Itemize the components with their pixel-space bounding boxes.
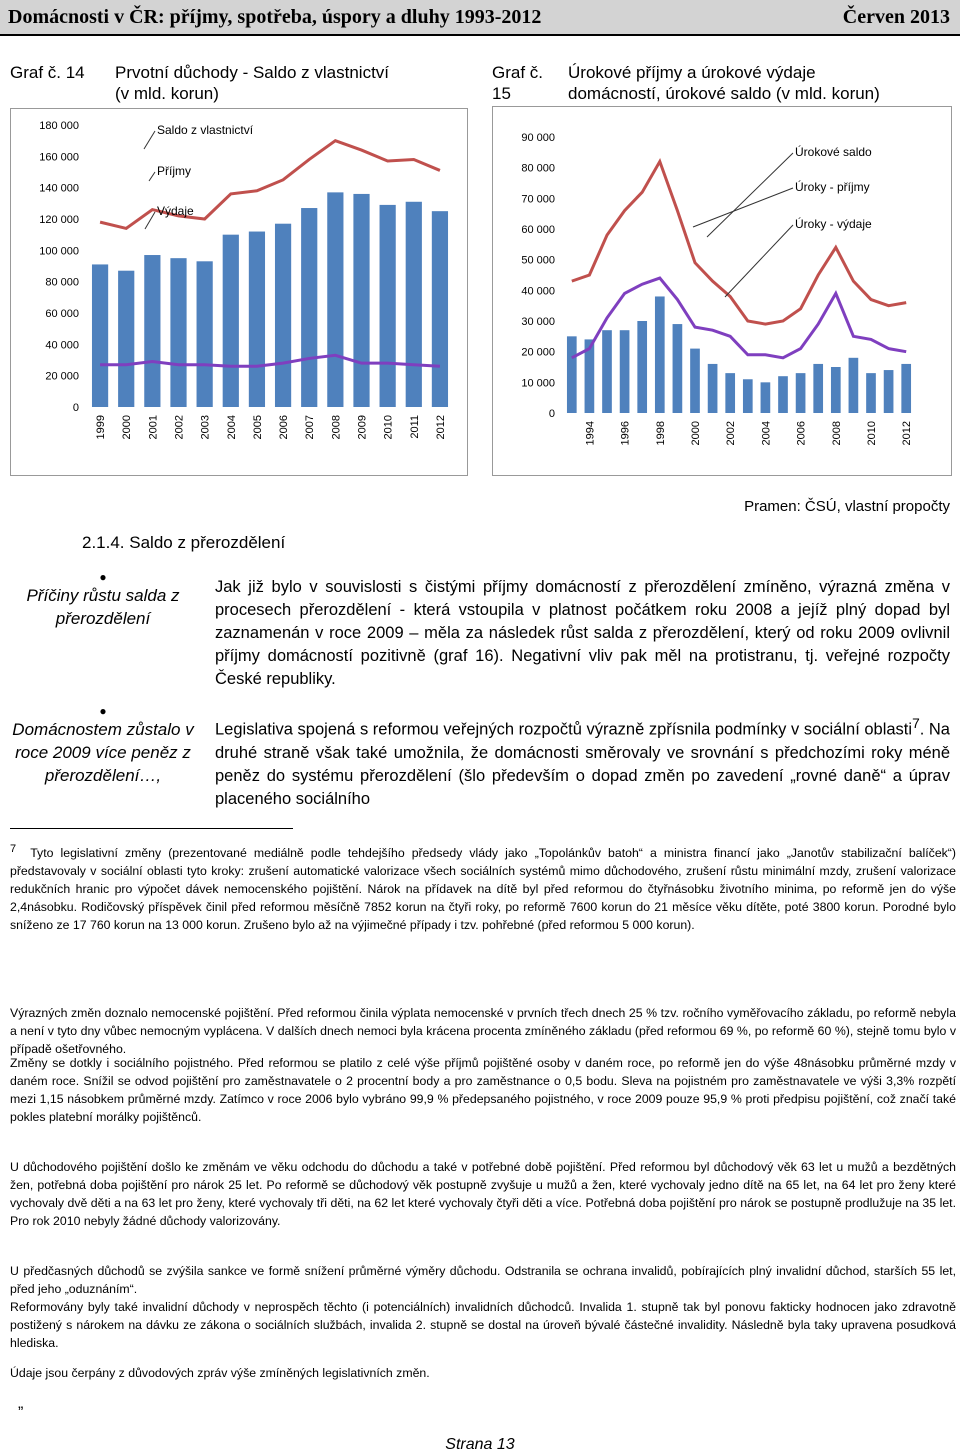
footnote-7: Údaje jsou čerpány z důvodových zpráv výše zmíněných legislativních změn. (10, 1366, 430, 1380)
x-tick-label: 2012 (901, 421, 914, 446)
side-note-1-text: Příčiny růstu salda z přerozdělení (26, 586, 180, 628)
y-tick-label: 60 000 (521, 224, 555, 236)
bar (884, 370, 894, 413)
bar (901, 364, 911, 413)
bar (673, 324, 683, 413)
y-tick-label: 70 000 (521, 193, 555, 206)
x-tick-label: 2000 (121, 415, 134, 440)
y-tick-label: 20 000 (521, 346, 555, 359)
x-tick-label: 2000 (690, 421, 702, 446)
legend-leader (725, 225, 793, 297)
y-tick-label: 60 000 (45, 308, 79, 320)
side-note-2-text: Domácnostem zůstalo v roce 2009 více peněz z přerozdělení…, (12, 720, 194, 785)
legend-leader (144, 131, 155, 149)
bar (725, 373, 735, 413)
bar (92, 264, 108, 407)
footnote-1-text: Tyto legislativní změny (prezentované mediálně podle tehdejšího předsedy vlády jako „Topolánkův batoh“ a ministra financí jako „Janotův stabilizační balíček“) představovaly v sociální oblasti tyto kroky: zrušení automatické valorizace všech sociálních systémů mimo důchodového, zrušení růstu minimální mzdy, zrušení valorizace redukčních hranic pro výpočet dávek nemocenského pojištění. Nárok na přídavek na dítě byl před reformou do čtyřnásobku životního minima, po reformě jen do výše 2,4násobku. Rodičovský příspěvek činil před reformou měsíčně 7852 korun na čtyři roky, po reformě 7600 korun do 21 měsíce věku dítěte, poté 3800 korun. Porodné bylo sníženo ze 17 760 korun na 13 000 korun. Zrušeno bylo až na výjimečné případy i tzv. pohřebné (před reformou 5 000 korun). (10, 846, 957, 933)
x-tick-label: 2002 (173, 415, 186, 440)
source-note: Pramen: ČSÚ, vlastní propočty (744, 498, 950, 515)
legend-leader (707, 153, 793, 237)
y-tick-label: 80 000 (521, 162, 555, 175)
legend-label: Úroky - příjmy (795, 180, 870, 194)
x-tick-label: 2002 (725, 421, 738, 446)
x-tick-label: 1996 (619, 421, 632, 446)
legend-label: Příjmy (157, 164, 191, 178)
x-tick-label: 2011 (408, 415, 421, 439)
y-tick-label: 40 000 (45, 339, 79, 352)
bar (743, 379, 753, 413)
bar (353, 194, 369, 407)
graph14-unit: (v mld. korun) (115, 84, 219, 103)
y-tick-label: 0 (548, 408, 555, 420)
footnote-mark: 7 (10, 843, 17, 855)
stray-quote: „ (18, 1395, 24, 1412)
chart-15 (492, 106, 952, 476)
x-tick-label: 2004 (760, 421, 773, 446)
bar (690, 349, 700, 413)
paragraph-2 (215, 712, 950, 811)
graph15-number: Graf č. (492, 63, 544, 82)
y-tick-label: 50 000 (521, 254, 555, 267)
x-tick-label: 2010 (382, 415, 395, 440)
x-tick-label: 2006 (278, 415, 291, 440)
y-tick-label: 90 000 (521, 132, 555, 144)
section-heading: 2.1.4. Saldo z přerozdělení (82, 533, 286, 552)
header-title: Domácnosti v ČR: příjmy, spotřeba, úspory a dluhy 1993-2012 (8, 6, 542, 28)
bar (301, 208, 317, 407)
bar (380, 205, 396, 407)
bar (620, 330, 630, 413)
paragraph-2-b: . Na druhé straně však také umožnila, že domácnosti směrovaly ve srovnání s předchozími roky méně peněz do systému přerozdělení (šlo především o dopad změn po zavedení „rovné daně“ a úprav placeného sociálního (215, 720, 950, 808)
legend-label: Úrokové saldo (795, 145, 872, 159)
footnote-3: Změny se dotkly i sociálního pojistného. Před reformou se platilo z celé výše příjmů pojištěné osoby v daném roce, po reformě jen do výše 48násobku průměrné mzdy v daném roce. Snížil se odvod pojištění pro zaměstnavatele o 2 procentní body a pro zaměstnance o 0,5 bodu. Sleva na pojistném pro zaměstnavatele ve výši 3,3% rozpětí mezi 1,15 násobkem průměrné mzdy. Zatímco v roce 2006 bylo vybráno 99,9 % předepsaného pojistného, v roce 2009 pouze 95,9 % proti předpisu pojištění, což značí také pokles platební morálky pojištěnců. (10, 1056, 956, 1124)
y-tick-label: 120 000 (39, 214, 79, 226)
footnote-5: U předčasných důchodů se zvýšila sankce ve formě snížení průměrné výměry důchodu. Odstranila se ochrana invalidů, pobírajících plný invalidní důchod, starších 55 let, před jeho „oduznáním“. (10, 1264, 956, 1296)
chart-14-svg (11, 109, 467, 475)
graph15-title: Úrokové příjmy a úrokové výdaje (568, 63, 816, 82)
bar (866, 373, 876, 413)
page-number: Strana 13 (445, 1436, 515, 1453)
x-tick-label: 2008 (830, 421, 843, 446)
bar (637, 321, 647, 413)
y-tick-label: 100 000 (39, 245, 79, 258)
bar (655, 296, 665, 413)
bar (761, 382, 771, 413)
y-tick-label: 20 000 (45, 370, 79, 383)
bar (831, 367, 841, 413)
x-tick-label: 1998 (654, 421, 667, 446)
footnote-2: Výrazných změn doznalo nemocenské pojištění. Před reformou činila výplata nemocenské v prvních třech dnech 25 % tzv. ročního vyměřovacího základu, po reformě nebyla a není v tyto dny vůbec nemocným vyplácena. V dalších dnech nemoci byla krácena procenta zmíněného základu (před reformou 69 %, po reformě 60 %), stejně tomu bylo v případě ošetřovného. (10, 1006, 956, 1056)
x-tick-label: 2009 (356, 415, 369, 440)
x-tick-label: 1994 (584, 421, 597, 446)
bar (778, 376, 788, 413)
bar (170, 258, 186, 407)
graph14-title: Prvotní důchody - Saldo z vlastnictví (115, 63, 390, 82)
x-tick-label: 2007 (304, 415, 317, 440)
bar (708, 364, 718, 413)
y-tick-label: 30 000 (521, 316, 555, 328)
bar (197, 261, 213, 407)
bullet-icon: ● (99, 704, 107, 718)
bar (249, 232, 265, 407)
footnote-1 (10, 840, 956, 934)
legend-leader (149, 172, 155, 181)
bar (406, 202, 422, 407)
x-tick-label: 2010 (866, 421, 878, 446)
y-tick-label: 80 000 (45, 276, 79, 289)
header-date: Červen 2013 (842, 6, 950, 28)
x-tick-label: 1999 (95, 415, 108, 440)
bar (118, 271, 134, 407)
x-tick-label: 2008 (330, 415, 343, 440)
bullet-icon: ● (99, 570, 107, 584)
bar (275, 224, 291, 407)
legend-leader (693, 188, 793, 227)
bar (602, 330, 612, 413)
paragraph-1: Jak již bylo v souvislosti s čistými příjmy domácností z přerozdělení zmíněno, výrazná změna v procesech přerozdělení - která vstoupila v platnost počátkem roku 2008 a jejíž plný dopad byl zaznamenán v roce 2009 – měla za následek růst salda z přerozdělení, který od roku 2009 ovlivnil příjmy domácností pozitivně (graf 16). Negativní vliv pak měl na protistranu, tj. veřejné rozpočty České republiky. (215, 578, 950, 688)
y-tick-label: 160 000 (39, 151, 79, 164)
legend-label: Výdaje (157, 204, 194, 218)
graph15-number-cont: 15 (492, 84, 511, 103)
x-tick-label: 2001 (147, 415, 160, 440)
y-tick-label: 10 000 (521, 377, 555, 390)
y-tick-label: 140 000 (39, 182, 79, 195)
bar (567, 336, 577, 413)
footnote-4: U důchodového pojištění došlo ke změnám ve věku odchodu do důchodu a také v potřebné době pojištění. Před reformou byl důchodový věk 63 let u mužů a bezdětných žen, potřebná doba pojištění pro nárok 25 let. Po reformě se důchodový věk postupně zvyšuje u mužů a žen, které vychovaly jedno dítě na 65 let, na 64 let pro ženy které vychovaly dvě děti a na 63 let pro ženy, které vychovaly tři děti, na 62 let které vychovaly čtyři děti a více. Potřebná doba pojištění pro nárok se postupně prodlužuje na 35 let. Pro rok 2010 nebyly žádné důchody valorizovány. (10, 1160, 956, 1228)
x-tick-label: 2006 (795, 421, 808, 446)
side-note-2 (8, 706, 198, 787)
x-tick-label: 2004 (225, 415, 238, 440)
y-tick-label: 180 000 (39, 120, 79, 132)
bar (813, 364, 823, 413)
y-tick-label: 0 (72, 402, 79, 414)
graph15-title-cont: domácností, úrokové saldo (v mld. korun) (568, 84, 880, 103)
x-tick-label: 2005 (251, 415, 264, 440)
footnote-6: Reformovány byly také invalidní důchody v neprospěch těchto (i potenciálních) invalidních důchodců. Invalida 1. stupně tak byl ponovu fakticky hodnocen jako zdravotně postižený s nárokem na dávku ze zákona o sociálních službách, invalida 2. stupně se dostal na úroveň bývalé částečné invalidity. Následně byla taky upravena posudková hlediska. (10, 1300, 956, 1350)
bar (223, 235, 239, 407)
legend-label: Saldo z vlastnictví (157, 123, 254, 137)
bar (432, 211, 448, 407)
legend-label: Úroky - výdaje (795, 217, 872, 231)
bar (327, 192, 343, 407)
bar (796, 373, 806, 413)
chart-15-svg (493, 107, 951, 475)
x-tick-label: 2012 (434, 415, 447, 440)
chart-14 (10, 108, 468, 476)
x-tick-label: 2003 (199, 415, 212, 440)
page-header (0, 0, 960, 36)
side-note-1 (8, 572, 198, 630)
bar (849, 358, 859, 413)
footnote-ref[interactable]: 7 (912, 716, 920, 731)
footnote-divider (10, 828, 293, 829)
bar (144, 255, 160, 407)
paragraph-2-a: Legislativa spojená s reformou veřejných rozpočtů výrazně zpřísnila podmínky v sociální oblasti (215, 720, 913, 739)
graph14-number: Graf č. 14 (10, 63, 85, 82)
y-tick-label: 40 000 (521, 285, 555, 298)
